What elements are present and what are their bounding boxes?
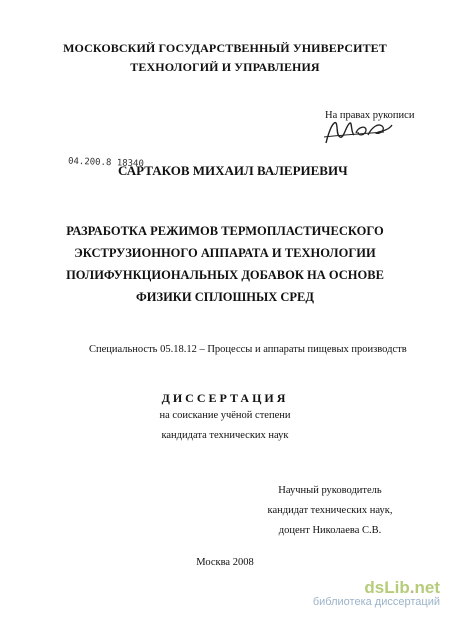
university-name-line-2: ТЕХНОЛОГИЙ И УПРАВЛЕНИЯ xyxy=(130,60,320,74)
thesis-title-line-2: ЭКСТРУЗИОННОГО АППАРАТА И ТЕХНОЛОГИИ xyxy=(74,246,376,260)
archive-stamp: 04.200.8 18340 xyxy=(67,156,145,170)
dslib-watermark xyxy=(313,578,440,608)
watermark-brand-main: dsLib xyxy=(364,578,410,597)
author-name: САРТАКОВ МИХАИЛ ВАЛЕРИЕВИЧ xyxy=(118,163,348,178)
supervisor-name: доцент Николаева С.В. xyxy=(278,525,382,536)
watermark-brand-dot: . xyxy=(409,578,415,597)
thesis-title-line-1: РАЗРАБОТКА РЕЖИМОВ ТЕРМОПЛАСТИЧЕСКОГО xyxy=(66,224,384,238)
watermark-logo xyxy=(313,578,440,598)
university-name-line-1: МОСКОВСКИЙ ГОСУДАРСТВЕННЫЙ УНИВЕРСИТЕТ xyxy=(63,41,387,55)
watermark-subtitle: библиотека диссертаций xyxy=(312,596,440,608)
city-year: Москва 2008 xyxy=(196,557,254,568)
dissertation-label: ДИССЕРТАЦИЯ xyxy=(161,391,289,405)
manuscript-rights-note: На правах рукописи xyxy=(325,110,415,121)
supervisor-title: Научный руководитель xyxy=(278,485,382,496)
handwritten-signature xyxy=(322,117,394,147)
specialty-line: Специальность 05.18.12 – Процессы и аппараты пищевых производств xyxy=(89,344,407,355)
degree-line-1: на соискание учёной степени xyxy=(159,410,291,421)
thesis-title-line-3: ПОЛИФУНКЦИОНАЛЬНЫХ ДОБАВОК НА ОСНОВЕ xyxy=(66,268,384,282)
degree-line-2: кандидата технических наук xyxy=(161,430,289,441)
supervisor-degree: кандидат технических наук, xyxy=(267,505,393,516)
watermark-brand-tld: net xyxy=(414,578,440,597)
thesis-title-line-4: ФИЗИКИ СПЛОШНЫХ СРЕД xyxy=(136,290,314,304)
